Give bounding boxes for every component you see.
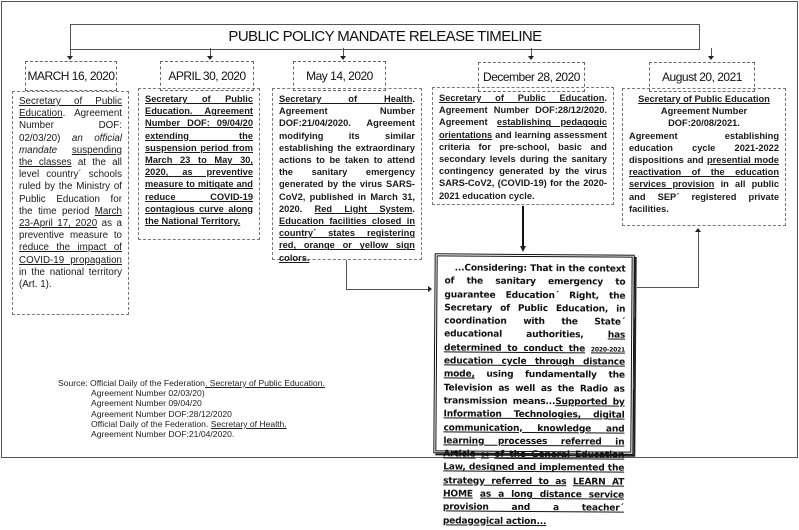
connector-line <box>346 260 347 289</box>
issuer: Secretary of Public Education <box>638 94 770 104</box>
considering-statement: ...Considering: That in the context of the sanitary emergency to guarantee Education´ Right, the Secretary of Public Education, in coordination with the State´ educational authorities, has determined to conduct the 2020-2021 education cycle through distance mode, using fundamentally the Television as well as the Radio as transmission means...Supported by Information Technologies, digital communication, knowledge and learning processes referred in Article 84 of the General Education Law, designed and implemented the strategy referred to as LEARN AT HOME as a long distance service provision and a teacher´ pedagogical action... <box>433 253 634 454</box>
date-march-16-2020: MARCH 16, 2020 <box>25 61 117 91</box>
arrow-down-icon <box>520 246 526 252</box>
source-line: Agreement Number DOF:21/04/2020. <box>91 429 235 440</box>
source-line: Agreement Number DOF:28/12/2020 <box>91 408 232 419</box>
date-may-14-2020: May 14, 2020 <box>293 61 386 91</box>
source-citation: Source: Official Daily of the Federation. Secretary of Public Education. Agreement Number 02/03/20) Agreement Number 09/04/20 Agreement Number DOF:28/12/2020 Official Daily of the Federation. Secretary of Health. Agreement Number DOF:21/04/2020. <box>58 378 325 440</box>
date-august-20-2021: August 20, 2021 <box>649 62 755 92</box>
learn-at-home: LEARN AT HOME <box>442 477 625 500</box>
arrow-down-icon <box>67 56 73 60</box>
connector-line <box>637 287 699 288</box>
considering-lead: ...Considering <box>454 263 524 274</box>
connector-line <box>522 206 524 248</box>
arrow-right-icon <box>428 286 432 292</box>
timeline-title: PUBLIC POLICY MANDATE RELEASE TIMELINE <box>70 24 700 50</box>
mandate-march-16-2020: Secretary of Public Education. Agreement Number DOF: 02/03/20) an official mandate suspending the classes at the all level country´ schools ruled by the Ministry of Public Education for the time period March 23-April 17, 2020 as a preventive measure to reduce the impact of COVID-19 propagation in the national territory (Art. 1). <box>12 91 129 315</box>
arrow-down-icon <box>708 56 714 60</box>
arrow-down-icon <box>340 56 346 60</box>
arrow-down-icon <box>528 56 534 60</box>
source-line: Official Daily of the Federation. Secretary of Health. <box>91 418 287 429</box>
issuer: Secretary of Health <box>279 94 413 104</box>
mandate-august-20-2021: Secretary of Public Education Agreement Number DOF:20/08/2021. Agreement establishing education cycle 2021-2022 dispositions and presential mode reactivation of the education services provision in all public and SEP´ registered private facilities. <box>622 88 786 226</box>
mandate-december-28-2020: Secretary of Public Education. Agreement Number DOF:28/12/2020. Agreement establishing pedagogic orientations and learning assessment criteria for pre-school, basic and secondary levels during the sanitary contingency generated by the virus SARS-CoV2, (COVID-19) for the 2020-2021 education cycle. <box>432 87 614 205</box>
mandate-may-14-2020: Secretary of Health. Agreement Number DOF:21/04/2020. Agreement modifying its similar establishing the extraordinary actions to be taken to attend the sanitary emergency generated by the virus SARS-CoV2, published in March 31, 2020. Red Light System. Education facilities closed in country´ states registering red, orange or yellow sign colors. <box>272 88 422 260</box>
date-april-30-2020: APRIL 30, 2020 <box>160 61 254 91</box>
connector-line <box>346 289 430 290</box>
issuer: Secretary of Public Education <box>439 93 605 103</box>
date-december-28-2020: December 28, 2020 <box>478 62 585 92</box>
arrow-up-icon <box>695 228 701 232</box>
mandate-april-30-2020: Secretary of Public Education. Agreement Number DOF: 09/04/20 extending the suspension period from March 23 to May 30, 2020, as preventive measure to mitigate and reduce COVID-19 contagious curve along the National Territory. <box>138 88 260 240</box>
emphasis: an official mandate <box>19 132 122 156</box>
source-line: Agreement Number 09/04/20 <box>91 398 202 409</box>
arrow-down-icon <box>207 56 213 60</box>
source-line: Agreement Number 02/03/20) <box>91 388 205 399</box>
connector-line <box>698 231 699 288</box>
issuer: Secretary of Public Education <box>19 96 122 120</box>
